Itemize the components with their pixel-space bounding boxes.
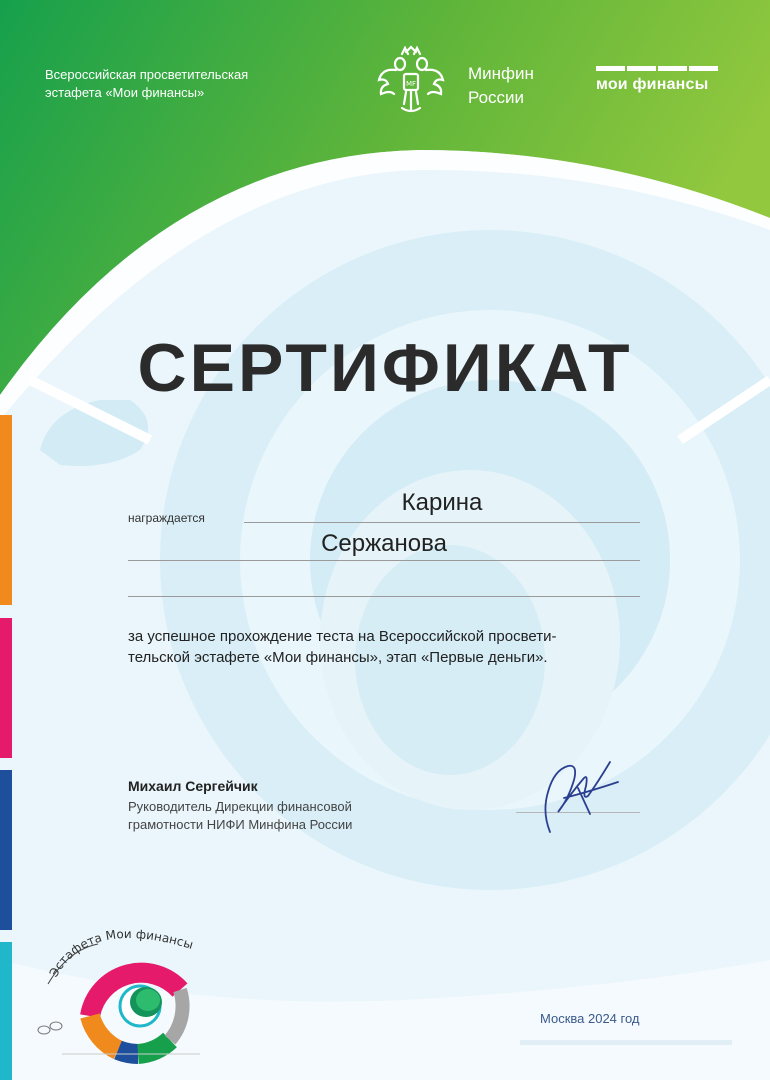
ministry-name-line2: России [468,88,525,107]
handwritten-signature [528,752,628,840]
relay-logo-text: Эстафета Мои финансы [46,926,195,980]
certificate-title: СЕРТИФИКАТ [137,330,633,406]
relay-title-line1: Всероссийская просветительская [45,67,249,82]
awarded-label: награждается [128,511,205,525]
name-underline-2 [128,560,640,561]
double-headed-eagle-emblem-icon [376,44,446,116]
name-underline-1 [244,522,640,523]
signatory-name: Михаил Сергейчик [128,778,258,794]
award-reason [128,626,688,668]
signatory-role-line1: Руководитель Дирекции финансовой [128,799,352,814]
brand-color-bar [596,66,718,71]
ministry-name [468,62,534,110]
award-reason-line2: тельской эстафете «Мои финансы», этап «Первые деньги». [128,649,548,666]
ministry-name-line1: Минфин [468,64,534,83]
relay-title [45,66,335,102]
recipient-first-name: Карина [401,489,483,516]
city-and-year: Москва 2024 год [540,1011,640,1026]
relay-logo [28,900,218,1065]
svg-text:MF: MF [405,80,417,88]
award-reason-line1: за успешное прохождение теста на Всероссийской просвети- [128,628,557,645]
signatory-role [128,798,448,834]
signatory-role-line2: грамотности НИФИ Минфина России [128,817,353,832]
name-underline-3 [128,596,640,597]
relay-title-line2: эстафета «Мои финансы» [45,85,205,100]
recipient-last-name: Сержанова [321,530,447,557]
brand-logo-text: мои финансы [596,76,709,93]
